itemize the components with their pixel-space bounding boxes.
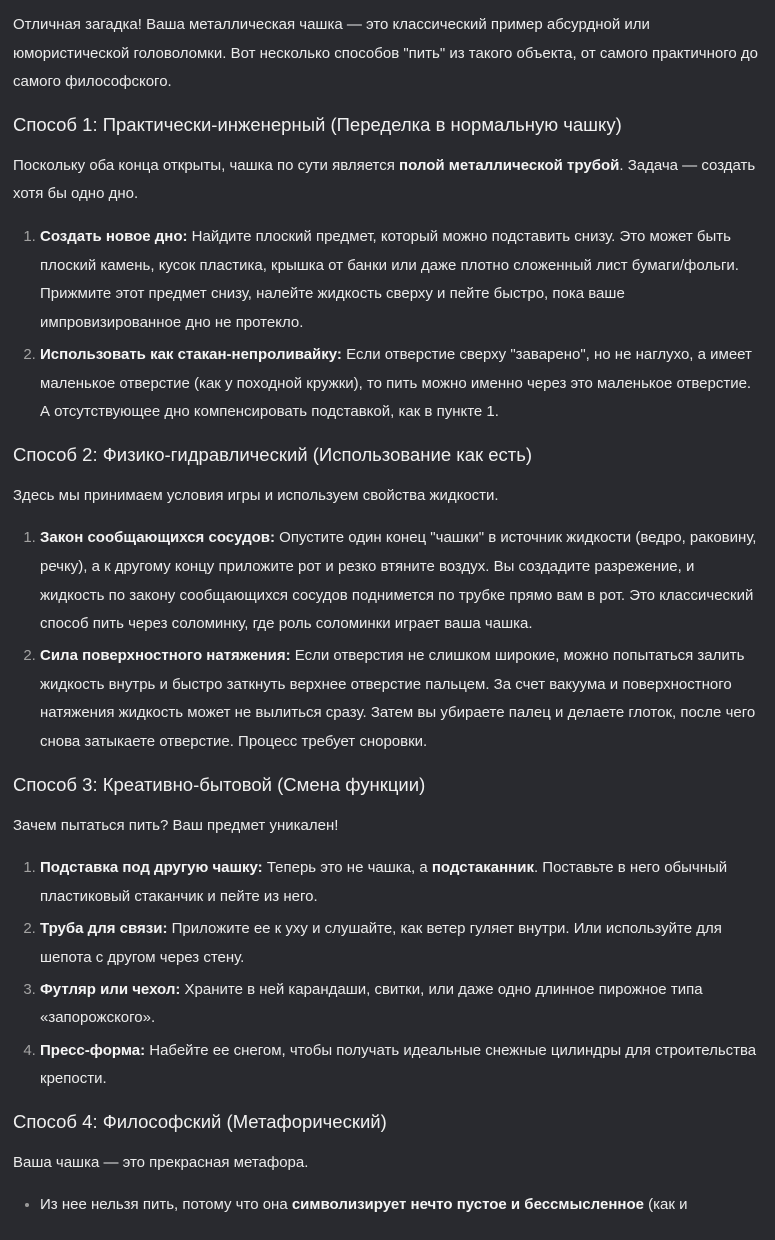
item-text: Храните в ней карандаши, свитки, или даже одно длинное пирожное типа «запорожского». (40, 980, 703, 1027)
section-method-3 (13, 771, 761, 1094)
item-text: Теперь это не чашка, а (262, 859, 432, 877)
item-text: Из нее нельзя пить, потому что она (40, 1196, 292, 1214)
section-heading: Способ 2: Физико-гидравлический (Использование как есть) (13, 443, 533, 465)
list-item (40, 976, 761, 1033)
item-text: Найдите плоский предмет, который можно подставить снизу. Это может быть плоский камень, кусок пластика, крышка от банки или даже плотно сложенный лист бумаги/фольги. Прижмите этот предмет снизу, налейте жидкость сверху и пейте быстро, пока ваше импровизированное дно не протекло. (40, 227, 739, 331)
item-text: Опустите один конец "чашки" в источник жидкости (ведро, раковину, речку), а к другому концу приложите рот и резко втяните воздух. Вы создадите разрежение, и жидкость по закону сообщающихся сосудов поднимется по трубке прямо вам в рот. Это классический способ пить через соломинку, где роль соломинки играет ваша чашка. (40, 529, 757, 633)
section-lead: Ваша чашка — это прекрасная метафора. (13, 1153, 309, 1171)
section-lead: Зачем пытаться пить? Ваш предмет уникален! (13, 816, 339, 834)
list-item (40, 1191, 761, 1220)
item-title: Сила поверхностного натяжения: (40, 647, 291, 665)
item-title: Футляр или чехол: (40, 980, 181, 998)
item-title: Закон сообщающихся сосудов: (40, 529, 275, 547)
item-text: . Поставьте в него обычный пластиковый стаканчик и пейте из него. (40, 859, 728, 905)
numbered-list (13, 854, 761, 1094)
item-bold-text: подстаканник (431, 859, 534, 877)
bullet-list (13, 1191, 761, 1220)
list-item (40, 223, 761, 337)
item-text: Приложите ее к уху и слушайте, как ветер гуляет внутри. Или используйте для шепота с другом через стену. (40, 920, 722, 966)
section-method-4 (13, 1108, 761, 1220)
list-item (40, 642, 761, 756)
section-heading: Способ 3: Креативно-бытовой (Смена функции) (13, 773, 426, 795)
section-heading: Способ 4: Философский (Метафорический) (13, 1110, 387, 1132)
numbered-list (13, 524, 761, 756)
list-item (40, 854, 761, 911)
list-item (40, 524, 761, 638)
item-title: Пресс-форма: (40, 1041, 146, 1059)
section-method-2 (13, 441, 761, 757)
item-text: (как и (643, 1196, 688, 1214)
lead-bold-text: полой металлической трубой (399, 156, 620, 174)
item-title: Создать новое дно: (40, 227, 188, 245)
section-method-1 (13, 111, 761, 427)
item-title: Использовать как стакан-непроливайку: (40, 345, 342, 363)
section-lead (13, 152, 761, 209)
item-text: Если отверстие сверху "заварено", но не наглухо, а имеет маленькое отверстие (как у походной кружки), то пить можно именно через это маленькое отверстие. А отсутствующее дно компенсировать подставкой, как в пункте 1. (40, 345, 752, 421)
intro-paragraph: Отличная загадка! Ваша металлическая чашка — это классический пример абсурдной или юмористической головоломки. Вот несколько способов "пить" из такого объекта, от самого практичного до самого философского. (13, 16, 758, 91)
lead-text: Поскольку оба конца открыты, чашка по сути является (13, 156, 400, 174)
list-item (40, 915, 761, 972)
section-lead: Здесь мы принимаем условия игры и используем свойства жидкости. (13, 486, 499, 504)
item-text: Набейте ее снегом, чтобы получать идеальные снежные цилиндры для строительства крепости. (40, 1041, 757, 1088)
item-title: Подставка под другую чашку: (40, 859, 263, 877)
numbered-list (13, 223, 761, 427)
list-item (40, 1037, 761, 1094)
item-title: Труба для связи: (40, 920, 168, 938)
item-bold-text: символизирует нечто пустое и бессмысленное (291, 1196, 644, 1214)
section-heading: Способ 1: Практически-инженерный (Переделка в нормальную чашку) (13, 113, 622, 135)
list-item (40, 341, 761, 427)
item-text: Если отверстия не слишком широкие, можно попытаться залить жидкость внутрь и быстро заткнуть верхнее отверстие пальцем. За счет вакуума и поверхностного натяжения жидкость может не вылиться сразу. Затем вы убираете палец и делаете глоток, после чего снова затыкаете отверстие. Процесс требует сноровки. (40, 647, 756, 751)
lead-text: . Задача — создать хотя бы одно дно. (13, 156, 756, 203)
